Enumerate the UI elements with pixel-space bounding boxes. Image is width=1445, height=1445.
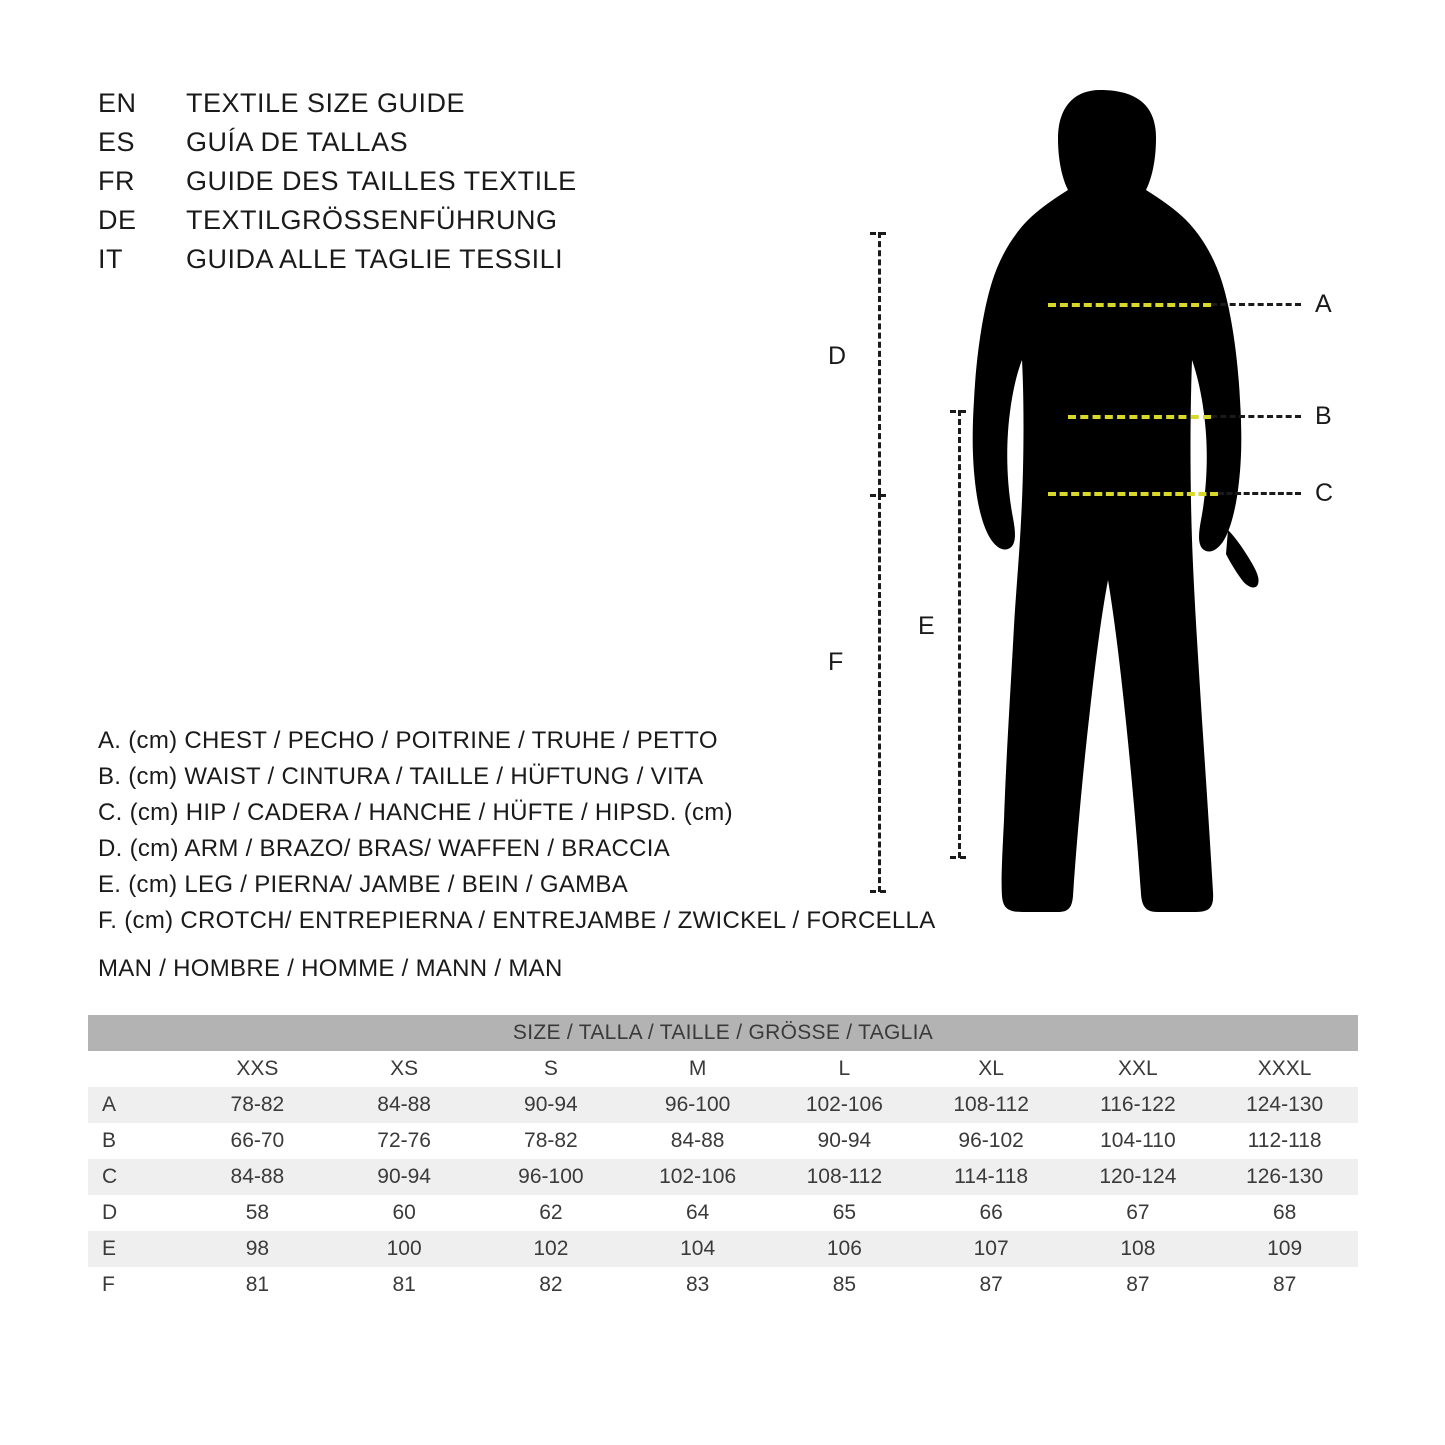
table-corner-cell: [88, 1051, 184, 1087]
cell-a-xl: 108-112: [918, 1087, 1065, 1123]
cell-c-xs: 90-94: [331, 1159, 478, 1195]
cell-d-xxl: 67: [1065, 1195, 1212, 1231]
size-header-xs: XS: [331, 1051, 478, 1087]
chest-measure-line: [1048, 303, 1211, 307]
title-text-fr: GUIDE DES TAILLES TEXTILE: [186, 166, 577, 196]
title-text-es: GUÍA DE TALLAS: [186, 127, 409, 157]
cell-b-m: 84-88: [624, 1123, 771, 1159]
cell-b-xl: 96-102: [918, 1123, 1065, 1159]
table-row: [88, 1087, 1358, 1123]
legend-line-f: F. (cm) CROTCH/ ENTREPIERNA / ENTREJAMBE / ZWICKEL / FORCELLA: [98, 907, 936, 934]
row-label-b: B: [88, 1123, 184, 1159]
figure-label-e: E: [918, 612, 935, 640]
size-header-xxl: XXL: [1065, 1051, 1212, 1087]
cell-b-s: 78-82: [478, 1123, 625, 1159]
table-row: [88, 1231, 1358, 1267]
size-header-xl: XL: [918, 1051, 1065, 1087]
cell-f-s: 82: [478, 1267, 625, 1303]
table-row: [88, 1123, 1358, 1159]
legend-line-e: E. (cm) LEG / PIERNA/ JAMBE / BEIN / GAMBA: [98, 871, 629, 898]
leg-dimension-bottom-tick: [950, 856, 966, 859]
size-header-s: S: [478, 1051, 625, 1087]
title-row-en: [98, 88, 577, 127]
row-label-d: D: [88, 1195, 184, 1231]
chest-leader-line: [1211, 303, 1301, 306]
cell-e-xxs: 98: [184, 1231, 331, 1267]
arm-dimension-line: [878, 232, 881, 494]
size-header-xxxl: XXXL: [1211, 1051, 1358, 1087]
crotch-dimension-bottom-tick: [870, 890, 886, 893]
leg-dimension-top-tick: [950, 410, 966, 413]
size-table-wrapper: [88, 1015, 1358, 1303]
legend-line-c: C. (cm) HIP / CADERA / HANCHE / HÜFTE / HIPSD. (cm): [98, 799, 733, 826]
row-label-e: E: [88, 1231, 184, 1267]
title-lang-de: DE: [98, 205, 137, 235]
title-lang-en: EN: [98, 88, 137, 118]
man-silhouette-icon: [800, 60, 1400, 960]
legend-line-d: D. (cm) ARM / BRAZO/ BRAS/ WAFFEN / BRACCIA: [98, 835, 671, 862]
cell-c-s: 96-100: [478, 1159, 625, 1195]
cell-c-xl: 114-118: [918, 1159, 1065, 1195]
figure-label-a: A: [1315, 290, 1332, 318]
cell-d-m: 64: [624, 1195, 771, 1231]
cell-e-xxxl: 109: [1211, 1231, 1358, 1267]
figure-label-b: B: [1315, 402, 1332, 430]
legend-line-b: B. (cm) WAIST / CINTURA / TAILLE / HÜFTUNG / VITA: [98, 763, 704, 790]
figure-label-c: C: [1315, 479, 1334, 507]
title-text-it: GUIDA ALLE TAGLIE TESSILI: [186, 244, 564, 274]
title-text-en: TEXTILE SIZE GUIDE: [186, 88, 466, 118]
title-lang-it: IT: [98, 244, 123, 274]
table-row: [88, 1195, 1358, 1231]
cell-f-l: 85: [771, 1267, 918, 1303]
cell-d-l: 65: [771, 1195, 918, 1231]
row-label-a: A: [88, 1087, 184, 1123]
cell-a-l: 102-106: [771, 1087, 918, 1123]
table-row: [88, 1159, 1358, 1195]
table-band-row: [88, 1015, 1358, 1051]
hip-leader-line: [1218, 492, 1301, 495]
title-lang-es: ES: [98, 127, 136, 157]
title-row-it: [98, 244, 577, 283]
row-label-f: F: [88, 1267, 184, 1303]
cell-d-xl: 66: [918, 1195, 1065, 1231]
table-band-label: SIZE / TALLA / TAILLE / GRÖSSE / TAGLIA: [88, 1015, 1358, 1051]
cell-c-xxs: 84-88: [184, 1159, 331, 1195]
cell-b-l: 90-94: [771, 1123, 918, 1159]
waist-measure-line: [1068, 415, 1211, 419]
hip-measure-line: [1048, 492, 1218, 496]
cell-a-s: 90-94: [478, 1087, 625, 1123]
cell-f-m: 83: [624, 1267, 771, 1303]
cell-f-xxl: 87: [1065, 1267, 1212, 1303]
size-header-m: M: [624, 1051, 771, 1087]
leg-dimension-line: [958, 410, 961, 858]
cell-a-xxl: 116-122: [1065, 1087, 1212, 1123]
cell-e-xl: 107: [918, 1231, 1065, 1267]
size-header-l: L: [771, 1051, 918, 1087]
title-block: [98, 88, 577, 283]
cell-b-xxl: 104-110: [1065, 1123, 1212, 1159]
title-row-fr: [98, 166, 577, 205]
cell-b-xxs: 66-70: [184, 1123, 331, 1159]
cell-b-xxxl: 112-118: [1211, 1123, 1358, 1159]
legend-line-a: A. (cm) CHEST / PECHO / POITRINE / TRUHE / PETTO: [98, 727, 718, 754]
crotch-dimension-line: [878, 494, 881, 892]
waist-leader-line: [1211, 415, 1301, 418]
title-row-de: [98, 205, 577, 244]
figure-label-d: D: [828, 342, 847, 370]
cell-f-xxs: 81: [184, 1267, 331, 1303]
cell-e-m: 104: [624, 1231, 771, 1267]
title-text-de: TEXTILGRÖSSENFÜHRUNG: [186, 205, 558, 235]
cell-f-xs: 81: [331, 1267, 478, 1303]
row-label-c: C: [88, 1159, 184, 1195]
title-lang-fr: FR: [98, 166, 135, 196]
title-row-es: [98, 127, 577, 166]
cell-c-xxl: 120-124: [1065, 1159, 1212, 1195]
cell-c-xxxl: 126-130: [1211, 1159, 1358, 1195]
cell-e-xxl: 108: [1065, 1231, 1212, 1267]
gender-label: MAN / HOMBRE / HOMME / MANN / MAN: [98, 955, 563, 982]
cell-a-xxxl: 124-130: [1211, 1087, 1358, 1123]
cell-d-xxs: 58: [184, 1195, 331, 1231]
cell-d-xs: 60: [331, 1195, 478, 1231]
cell-f-xxxl: 87: [1211, 1267, 1358, 1303]
cell-f-xl: 87: [918, 1267, 1065, 1303]
cell-c-m: 102-106: [624, 1159, 771, 1195]
arm-dimension-top-tick: [870, 232, 886, 235]
figure-label-f: F: [828, 648, 844, 676]
cell-c-l: 108-112: [771, 1159, 918, 1195]
size-header-xxs: XXS: [184, 1051, 331, 1087]
size-table: [88, 1015, 1358, 1303]
cell-e-l: 106: [771, 1231, 918, 1267]
table-header-row: [88, 1051, 1358, 1087]
cell-e-s: 102: [478, 1231, 625, 1267]
cell-a-xxs: 78-82: [184, 1087, 331, 1123]
table-row: [88, 1267, 1358, 1303]
cell-a-m: 96-100: [624, 1087, 771, 1123]
body-figure: [800, 60, 1400, 960]
cell-e-xs: 100: [331, 1231, 478, 1267]
cell-d-s: 62: [478, 1195, 625, 1231]
cell-d-xxxl: 68: [1211, 1195, 1358, 1231]
cell-b-xs: 72-76: [331, 1123, 478, 1159]
cell-a-xs: 84-88: [331, 1087, 478, 1123]
